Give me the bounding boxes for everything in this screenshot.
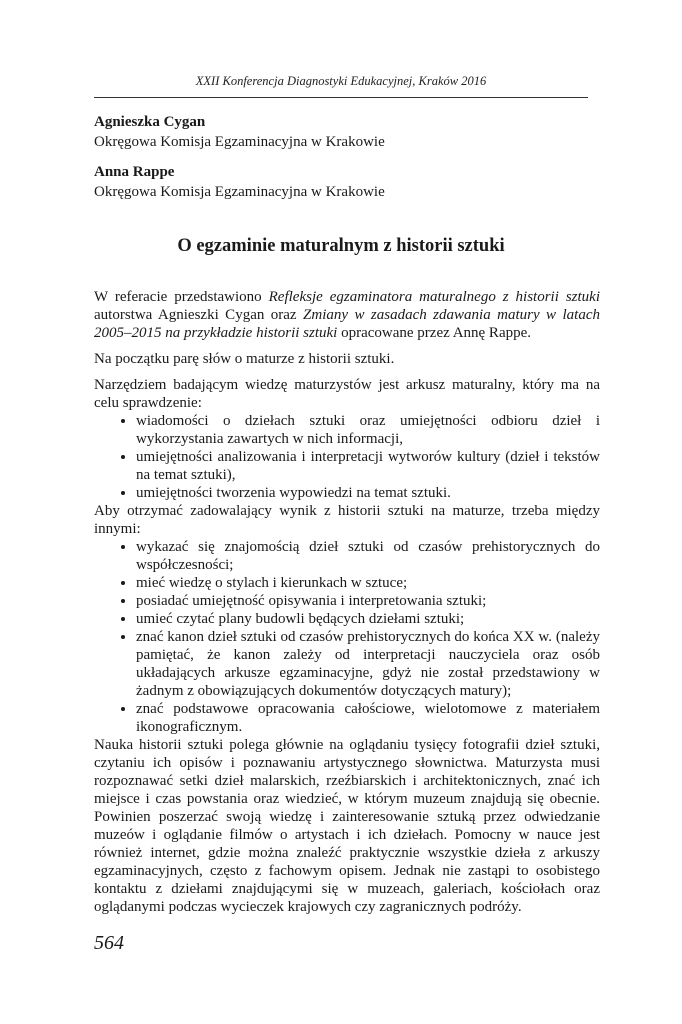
author-name: Anna Rappe (94, 164, 175, 180)
paper-title: O egzaminie maturalnym z historii sztuki (177, 236, 505, 256)
list-item: • umiejętności tworzenia wypowiedzi na temat sztuki. (136, 484, 600, 502)
author-block-1 (94, 112, 385, 152)
list-item: • umieć czytać plany budowli będących dziełami sztuki; (136, 610, 600, 628)
page-number: 564 (94, 932, 124, 954)
list-item: • umiejętności analizowania i interpretacji wytworów kultury (dzieł i tekstów na temat sztuki), (136, 448, 600, 484)
paragraph: Aby otrzymać zadowalający wynik z historii sztuki na maturze, trzeba między innymi: (94, 503, 600, 537)
paragraph: Na początku parę słów o maturze z historii sztuki. (94, 351, 395, 367)
intro-title-2: Zmiany w zasadach zdawania matury w latach 2005–2015 na przykładzie historii sztuki (94, 307, 600, 341)
list-item: • wiadomości o dziełach sztuki oraz umiejętności odbioru dzieł i wykorzystania zawartych w nich informacji, (136, 412, 600, 448)
article-body (94, 288, 600, 924)
list-item: • mieć wiedzę o stylach i kierunkach w sztuce; (136, 574, 600, 592)
list-item: • znać kanon dzieł sztuki od czasów prehistorycznych do końca XX w. (należy pamiętać, że kanon zależy od interpretacji nauczyciela oraz osób układających arkusze egzaminacyjne, gdyż nie został przedstawiony w żadnym z obowiązujących dokumentów dotyczących matury); (136, 628, 600, 700)
list-item: • posiadać umiejętność opisywania i interpretowania sztuki; (136, 592, 600, 610)
intro-text: W referacie przedstawiono (94, 289, 269, 305)
requirements-list (94, 538, 600, 736)
author-affiliation: Okręgowa Komisja Egzaminacyjna w Krakowie (94, 134, 385, 150)
running-header: XXII Konferencja Diagnostyki Edukacyjnej, Kraków 2016 (195, 74, 487, 88)
author-block-2 (94, 162, 385, 202)
paragraph: Nauka historii sztuki polega głównie na oglądaniu tysięcy fotografii dzieł sztuki, czytaniu ich opisów i poznawaniu artystycznego słownictwa. Maturzysta musi rozpoznawać setki dzieł malarskich, rzeźbiarskich i architektonicznych, znać ich miejsce i czas powstania oraz wiedzieć, w którym muzeum znajdują się obecnie. Powinien poszerzać swoją wiedzę i zainteresowanie sztuką przez odwiedzanie muzeów i oglądanie filmów o artystach i ich dziełach. Pomocny w nauce jest również internet, gdzie można znaleźć praktycznie wszystkie dzieła z arkuszy egzaminacyjnych, często z fachowym opisem. Jednak nie zastąpi to osobistego kontaktu z dziełami znajdującymi się w muzeach, galeriach, kościołach oraz oglądanymi podczas wycieczek krajowych czy zagranicznych podróży. (94, 737, 600, 915)
intro-title-1: Refleksje egzaminatora maturalnego z historii sztuki (268, 289, 600, 305)
header-rule (94, 97, 588, 98)
intro-paragraph (94, 288, 600, 342)
author-name: Agnieszka Cygan (94, 114, 206, 130)
list-item: • wykazać się znajomością dzieł sztuki od czasów prehistorycznych do współczesności; (136, 538, 600, 574)
intro-text: autorstwa Agnieszki Cygan oraz (94, 307, 304, 323)
intro-text: opracowane przez Annę Rappe. (337, 325, 532, 341)
author-affiliation: Okręgowa Komisja Egzaminacyjna w Krakowie (94, 184, 385, 200)
check-list (94, 412, 600, 502)
list-item: • znać podstawowe opracowania całościowe, wielotomowe z materiałem ikonograficznym. (136, 700, 600, 736)
paragraph: Narzędziem badającym wiedzę maturzystów jest arkusz maturalny, który ma na celu sprawdzenie: (94, 377, 600, 411)
